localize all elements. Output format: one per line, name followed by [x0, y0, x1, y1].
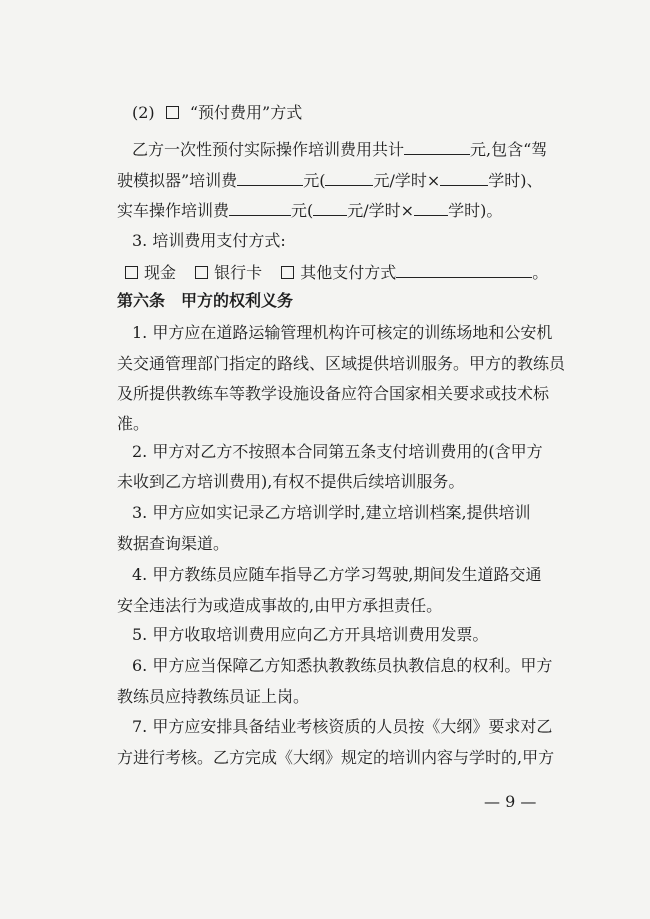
body-line: 未收到乙方培训费用),有权不提供后续培训服务。	[117, 472, 465, 491]
option-card: 银行卡	[214, 263, 263, 282]
body-line: 6. 甲方应当保障乙方知悉执教教练员执教信息的权利。甲方	[132, 656, 553, 675]
total-fee-blank[interactable]	[404, 139, 470, 155]
vehicle-rate-blank[interactable]	[313, 200, 347, 216]
body-line: 5. 甲方收取培训费用应向乙方开具培训费用发票。	[132, 625, 489, 644]
text: 乙方一次性预付实际操作培训费用共计	[132, 140, 405, 159]
prepaid-line-2	[117, 170, 543, 191]
text: 元,包含“驾	[470, 140, 548, 159]
text: 学时)、	[488, 171, 543, 190]
text: 元/学时×	[347, 201, 415, 220]
text: 元(	[291, 201, 314, 220]
body-line: 2. 甲方对乙方不按照本合同第五条支付培训费用的(含甲方	[132, 442, 543, 461]
body-line: 4. 甲方教练员应随车指导乙方学习驾驶,期间发生道路交通	[132, 565, 542, 584]
option-other: 其他支付方式	[300, 263, 397, 282]
body-line: 7. 甲方应安排具备结业考核资质的人员按《大纲》要求对乙	[132, 717, 553, 736]
simulator-rate-blank[interactable]	[325, 170, 373, 186]
text: 实车操作培训费	[117, 201, 230, 220]
body-line: 数据查询渠道。	[117, 534, 230, 553]
prepaid-line-3	[117, 200, 502, 221]
payment-options	[125, 262, 548, 283]
text: 元/学时×	[373, 171, 441, 190]
section-3-title: 3. 培训费用支付方式:	[132, 231, 286, 250]
body-line: 准。	[117, 414, 150, 433]
body-line: 方进行考核。乙方完成《大纲》规定的培训内容与学时的,甲方	[117, 748, 555, 767]
checkbox-card[interactable]	[195, 266, 208, 279]
body-line: 1. 甲方应在道路运输管理机构许可核定的训练场地和公安机	[132, 323, 553, 342]
body-line: 安全违法行为或造成事故的,由甲方承担责任。	[117, 596, 443, 615]
vehicle-fee-blank[interactable]	[229, 200, 291, 216]
checkbox-cash[interactable]	[125, 266, 138, 279]
page-number: — 9 —	[484, 792, 537, 811]
body-line: 及所提供教练车等教学设施设备应符合国家相关要求或技术标	[117, 384, 550, 403]
body-line: 关交通管理部门指定的路线、区域提供培训服务。甲方的教练员	[117, 354, 566, 373]
section-2-prefix: (2)	[132, 103, 155, 122]
option-cash: 现金	[144, 263, 177, 282]
prepaid-line-1	[132, 139, 547, 160]
simulator-hours-blank[interactable]	[440, 170, 488, 186]
text: 驶模拟器”培训费	[117, 171, 238, 190]
text: 元(	[303, 171, 326, 190]
text: 。	[532, 263, 549, 282]
checkbox-other[interactable]	[281, 266, 294, 279]
body-line: 教练员应持教练员证上岗。	[117, 687, 310, 706]
section-2-label: “预付费用”方式	[189, 103, 303, 122]
other-method-blank[interactable]	[396, 262, 532, 278]
section-2-prepaid	[132, 103, 302, 123]
text: 学时)。	[448, 201, 503, 220]
simulator-fee-blank[interactable]	[237, 170, 303, 186]
checkbox-prepaid[interactable]	[166, 106, 179, 119]
vehicle-hours-blank[interactable]	[414, 200, 448, 216]
body-line: 3. 甲方应如实记录乙方培训学时,建立培训档案,提供培训	[132, 503, 531, 522]
article-6-heading: 第六条 甲方的权利义务	[117, 291, 294, 310]
